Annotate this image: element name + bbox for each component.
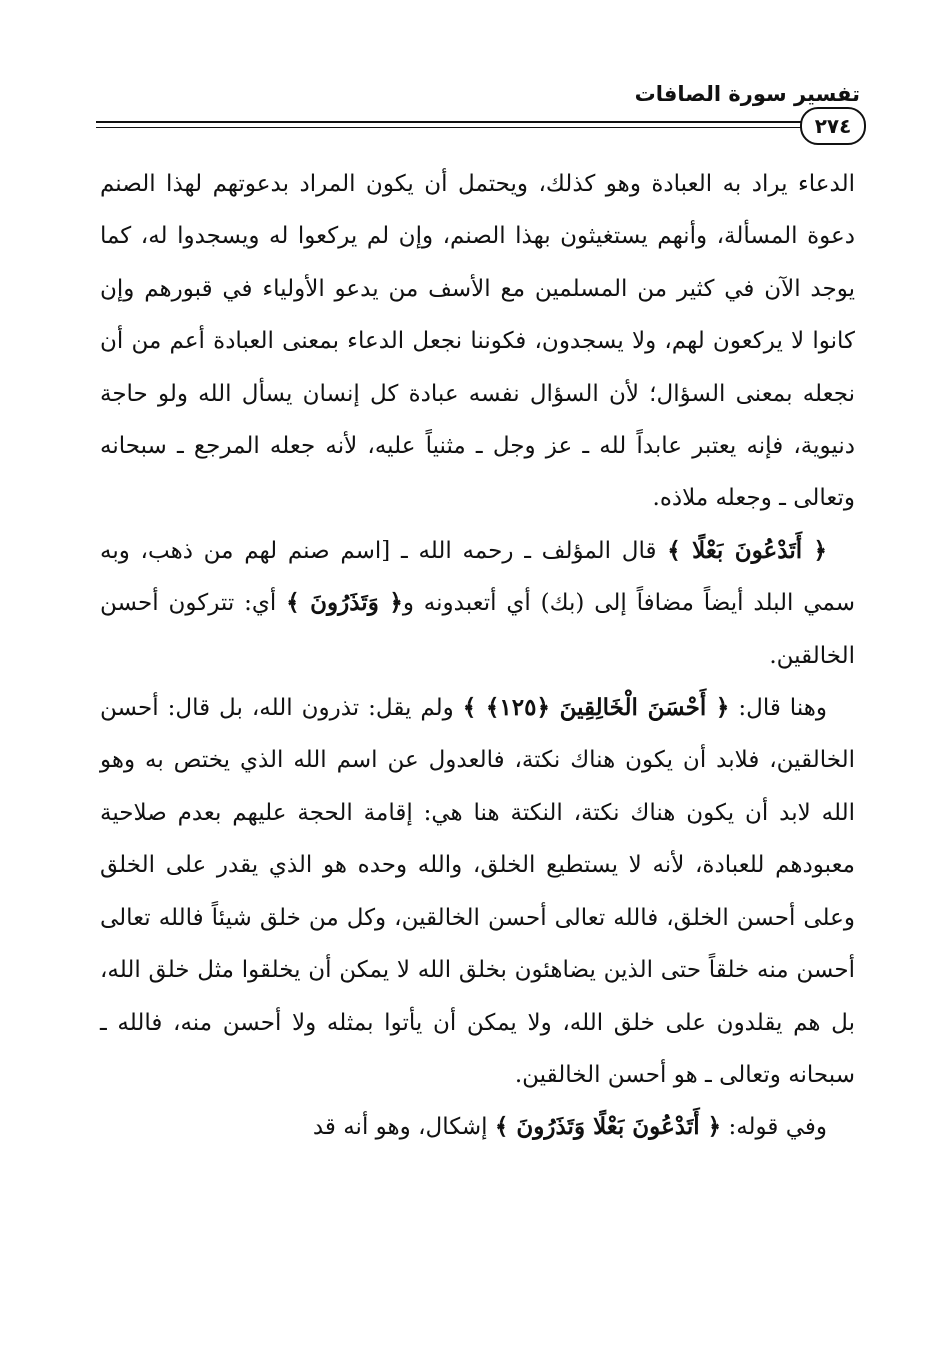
paragraph-4 bbox=[100, 1101, 855, 1153]
header-rule-thin bbox=[96, 127, 816, 128]
paragraph-4-text-a: وفي قوله: bbox=[721, 1114, 827, 1141]
paragraph-2-text-a: قال المؤلف ـ رحمه الله ـ [اسم صنم لهم من ذهب، وبه سمي البلد أيضاً مضافاً إلى (بك) أي أتعبدونه و bbox=[100, 537, 856, 617]
paragraph-3-text-a: وهنا قال: bbox=[729, 695, 827, 722]
quran-quote: ﴿ أَحْسَنَ الْخَالِقِينَ ﴿١٢٥﴾ ﴾ bbox=[462, 694, 730, 722]
paragraph-4-text-b: إشكال، وهو أنه قد bbox=[312, 1114, 495, 1141]
paragraph-2-text-b: أي: تتركون أحسن الخالقين. bbox=[100, 590, 855, 669]
quran-quote: ﴿ وَتَذَرُونَ ﴾ bbox=[286, 589, 403, 617]
page-number: ٢٧٤ bbox=[814, 114, 852, 138]
running-head-title: تفسير سورة الصافات bbox=[634, 82, 860, 106]
quran-quote: ﴿ أَتَدْعُونَ بَعْلًا وَتَذَرُونَ ﴾ bbox=[494, 1113, 722, 1141]
quran-quote: ﴿ أَتَدْعُونَ بَعْلًا ﴾ bbox=[667, 536, 828, 564]
body-text bbox=[100, 158, 855, 1154]
paragraph-3 bbox=[100, 682, 855, 1101]
paragraph-1: الدعاء يراد به العبادة وهو كذلك، ويحتمل أن يكون المراد بدعوتهم لهذا الصنم دعوة المسألة، وأنهم يستغيثون بهذا الصنم، وإن لم يركعوا له ويسجدوا له، كما يوجد الآن في كثير من المسلمين مع الأسف من يدعو الأولياء في قبورهم وإن كانوا لا يركعون لهم، ولا يسجدون، فكوننا نجعل الدعاء بمعنى العبادة أعم من أن نجعله بمعنى السؤال؛ لأن السؤال نفسه عبادة كل إنسان يسأل الله ولو حاجة دنيوية، فإنه يعتبر عابداً لله ـ عز وجل ـ مثنياً عليه، لأنه جعله المرجع ـ سبحانه وتعالى ـ وجعله ملاذه. bbox=[100, 171, 855, 512]
paragraph-2 bbox=[100, 525, 855, 682]
page-number-badge bbox=[800, 107, 866, 145]
header-rule-thick bbox=[96, 121, 816, 123]
paragraph-3-text-b: ولم يقل: تذرون الله، بل قال: أحسن الخالقين، فلابد أن يكون هناك نكتة، فالعدول عن اسم الله الذي يختص به وهو الله لابد أن يكون هناك نكتة، النكتة هنا هي: إقامة الحجة عليهم بعدم صلاحية معبودهم للعبادة، لأنه لا يستطيع الخلق، والله وحده هو الذي يقدر على الخلق وعلى أحسن الخلق، فالله تعالى أحسن الخالقين، وكل من خلق شيئاً فالله تعالى أحسن منه خلقاً حتى الذين يضاهئون بخلق الله لا يمكن أن يخلقوا مثل خلق الله، بل هم يقلدون على خلق الله، ولا يمكن أن يأتوا بمثله ولا أحسن منه، فالله ـ سبحانه وتعالى ـ هو أحسن الخالقين. bbox=[100, 695, 855, 1088]
